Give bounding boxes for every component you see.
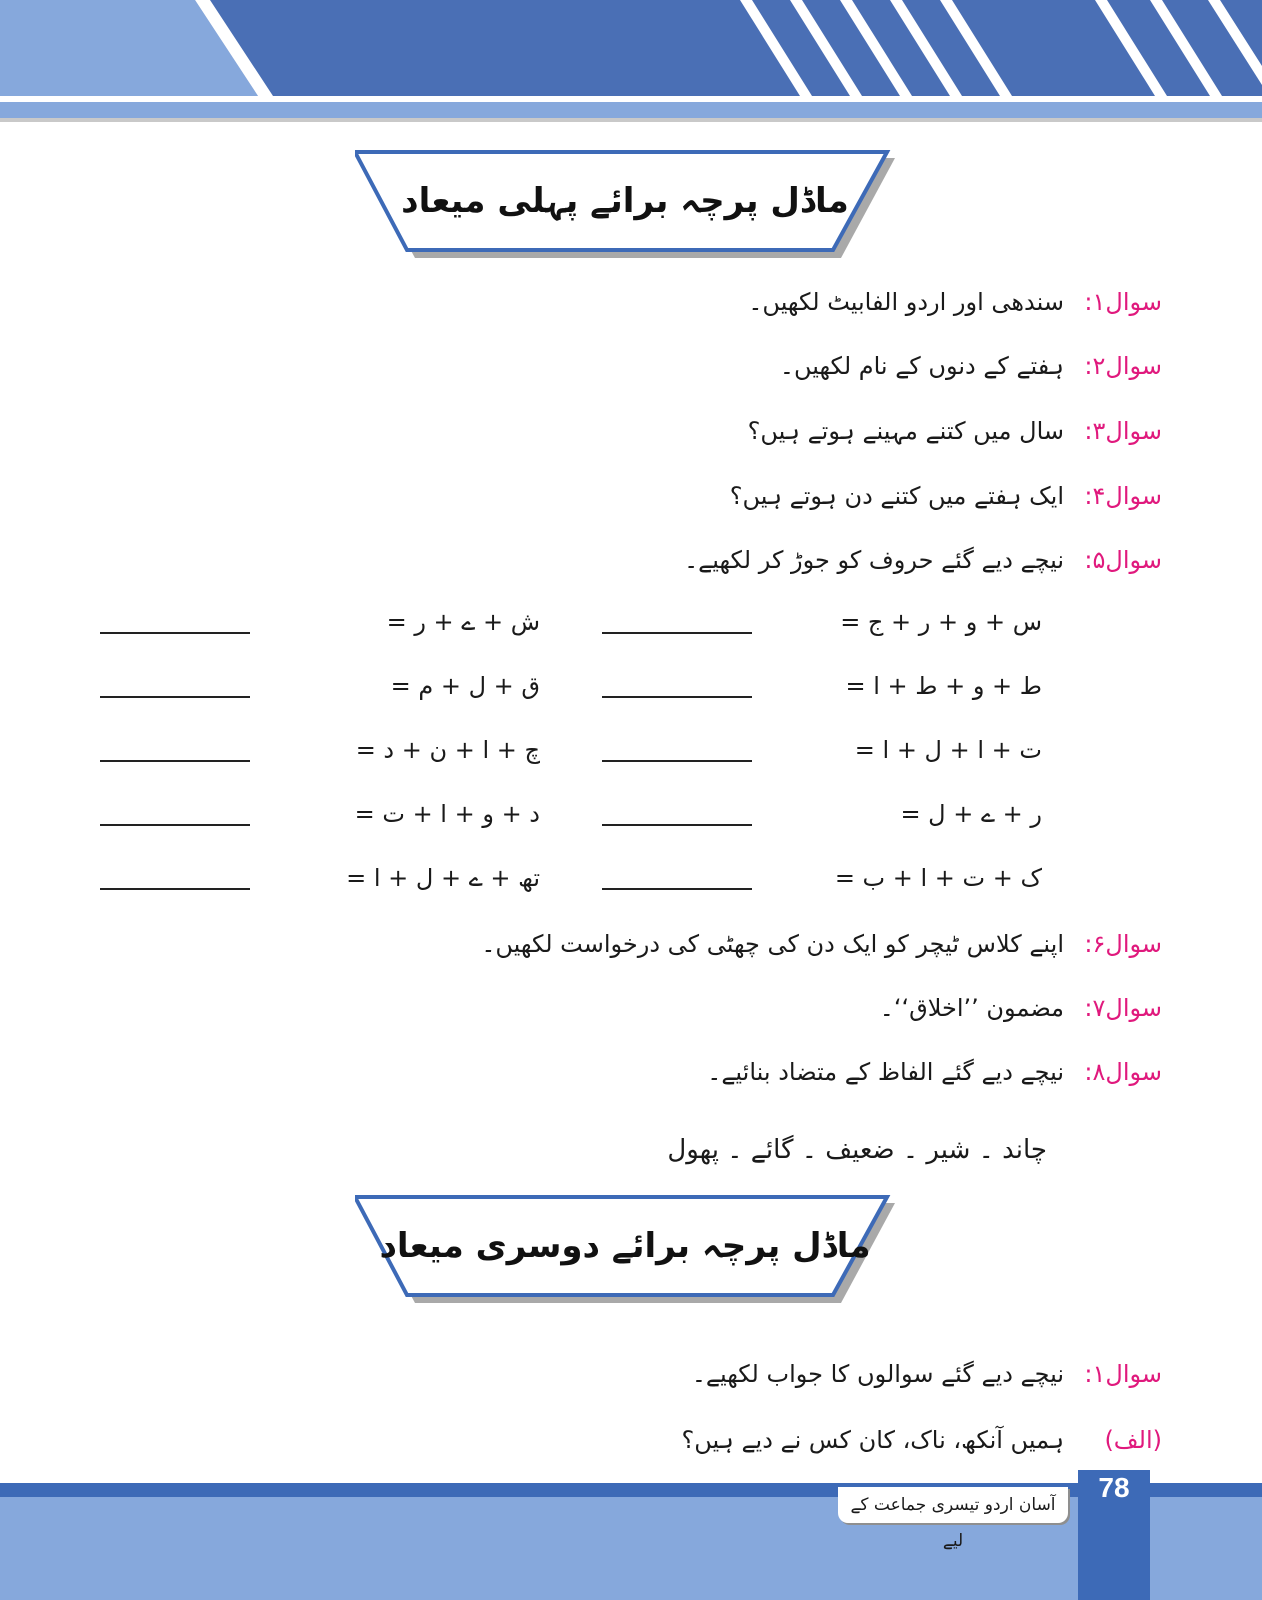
join-expression: چ + ا + ن + د = (355, 736, 540, 764)
term2-title-banner (355, 1195, 895, 1313)
answer-blank[interactable] (100, 610, 250, 634)
join-expression: س + و + ر + ج = (840, 608, 1042, 636)
question-text: ہمیں آنکھ، ناک، کان کس نے دیے ہیں؟ (681, 1426, 1064, 1454)
join-item (100, 664, 540, 708)
answer-blank[interactable] (602, 802, 752, 826)
term1-title-banner (355, 150, 895, 268)
join-expression: ر + ے + ل = (900, 800, 1042, 828)
page-number: 78 (1098, 1472, 1130, 1503)
join-expression: د + و + ا + ت = (354, 800, 540, 828)
question-text: ایک ہفتے میں کتنے دن ہوتے ہیں؟ (729, 482, 1064, 510)
question-label: سوال۶: (1084, 930, 1162, 958)
book-title: آسان اردو تیسری جماعت کے لیے (838, 1487, 1068, 1523)
question-7 (880, 986, 1162, 1030)
answer-blank[interactable] (602, 610, 752, 634)
answer-blank[interactable] (602, 738, 752, 762)
join-item (602, 856, 1042, 900)
question-4 (730, 474, 1162, 518)
term2-question-alif (682, 1418, 1162, 1462)
join-item (602, 600, 1042, 644)
join-expression: ش + ے + ر = (386, 608, 540, 636)
question-text: نیچے دیے گئے حروف کو جوڑ کر لکھیے۔ (684, 546, 1064, 574)
answer-blank[interactable] (100, 866, 250, 890)
join-item (100, 600, 540, 644)
join-item (100, 792, 540, 836)
join-item (602, 664, 1042, 708)
question-text: سندھی اور اردو الفابیٹ لکھیں۔ (748, 288, 1064, 316)
term2-title: ماڈل پرچہ برائے دوسری میعاد (379, 1226, 871, 1266)
question-text: سال میں کتنے مہینے ہوتے ہیں؟ (747, 417, 1064, 445)
question-label: سوال۱: (1084, 1360, 1162, 1388)
join-expression: ق + ل + م = (390, 672, 540, 700)
answer-blank[interactable] (100, 674, 250, 698)
join-expression: تھ + ے + ل + ا = (346, 864, 540, 892)
question-text: ہفتے کے دنوں کے نام لکھیں۔ (779, 352, 1064, 380)
join-item (602, 792, 1042, 836)
term2-question-1 (692, 1352, 1162, 1396)
question-text: نیچے دیے گئے الفاظ کے متضاد بنائیے۔ (707, 1058, 1064, 1086)
question-label: سوال۸: (1084, 1058, 1162, 1086)
question-label: سوال۲: (1084, 352, 1162, 380)
footer-stripe (0, 1483, 1262, 1497)
join-item (602, 728, 1042, 772)
question-label: سوال۵: (1084, 546, 1162, 574)
question-label: سوال۳: (1084, 417, 1162, 445)
answer-blank[interactable] (602, 866, 752, 890)
antonym-word-list: چاند ۔ شیر ۔ ضعیف ۔ گائے ۔ پھول (667, 1135, 1047, 1165)
question-3 (748, 409, 1162, 453)
join-expression: ک + ت + ا + ب = (834, 864, 1042, 892)
answer-blank[interactable] (602, 674, 752, 698)
answer-blank[interactable] (100, 802, 250, 826)
question-label: سوال۱: (1084, 288, 1162, 316)
join-item (100, 856, 540, 900)
term1-title: ماڈل پرچہ برائے پہلی میعاد (401, 181, 849, 221)
header-band (0, 0, 1262, 125)
join-item (100, 728, 540, 772)
question-label: سوال۴: (1084, 482, 1162, 510)
footer-band (0, 1487, 1262, 1600)
question-text: مضمون ’’اخلاق‘‘۔ (879, 994, 1064, 1022)
question-label: سوال۷: (1084, 994, 1162, 1022)
join-expression: ط + و + ط + ا = (845, 672, 1042, 700)
join-expression: ت + ا + ل + ا = (854, 736, 1042, 764)
question-text: نیچے دیے گئے سوالوں کا جواب لکھیے۔ (691, 1360, 1064, 1388)
question-1 (748, 280, 1162, 324)
question-5 (684, 538, 1162, 582)
question-8 (707, 1050, 1162, 1094)
question-label: (الف) (1104, 1426, 1162, 1454)
question-6 (481, 922, 1162, 966)
answer-blank[interactable] (100, 738, 250, 762)
question-2 (780, 344, 1162, 388)
question-text: اپنے کلاس ٹیچر کو ایک دن کی چھٹی کی درخواست لکھیں۔ (481, 930, 1064, 958)
